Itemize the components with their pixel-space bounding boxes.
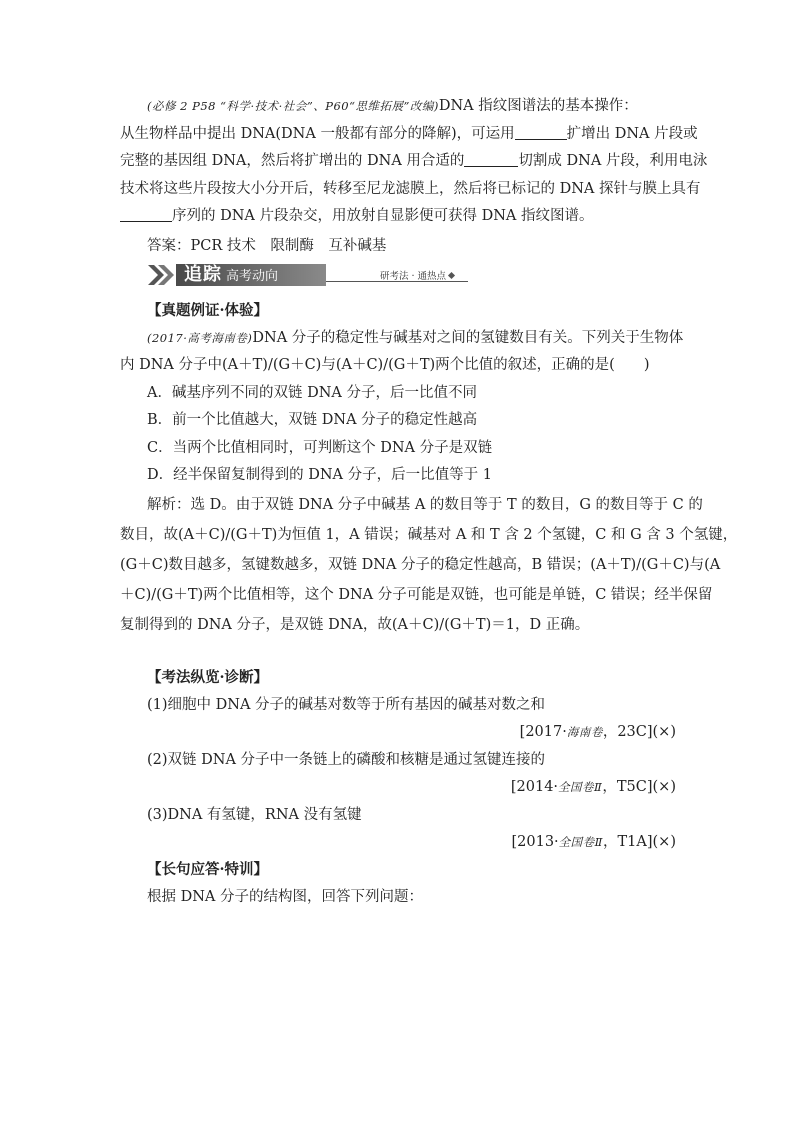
question-line-2: 内 DNA 分子中(A＋T)/(G＋C)与(A＋C)/(G＋T)两个比值的叙述，正确的是( ) <box>120 357 650 373</box>
analysis-line-3: (G＋C)数目越多，氢键数越多，双链 DNA 分子的稳定性越高，B 错误；(A＋T)/(G＋C)与(A <box>120 557 721 573</box>
question-line-1: (2017·高考海南卷)DNA 分子的稳定性与碱基对之间的氢键数目有关。下列关于生物体 <box>147 329 684 346</box>
section-banner <box>146 262 468 288</box>
question-source: (2017·高考海南卷) <box>147 330 253 345</box>
fill-blank-2 <box>464 152 518 167</box>
section-long-answer <box>120 856 676 911</box>
intro-answer: 答案：PCR 技术 限制酶 互补碱基 <box>147 237 387 254</box>
analysis-line-1: 解析：选 D。由于双链 DNA 分子中碱基 A 的数目等于 T 的数目，G 的数目等于 C 的 <box>147 497 703 513</box>
diamond-icon <box>448 272 455 279</box>
analysis-line-5: 复制得到的 DNA 分子，是双链 DNA，故(A＋C)/(G＋T)＝1，D 正确。 <box>120 617 590 633</box>
diagnosis-item-3-source: [2013·全国卷Ⅱ，T1A](×) <box>511 834 676 850</box>
diagnosis-item-1-source: [2017·海南卷，23C](×) <box>519 724 676 740</box>
section-diagnosis <box>120 664 676 857</box>
section-header: 【真题例证·体验】 <box>147 302 269 319</box>
analysis-line-2: 数目，故(A＋C)/(G＋T)为恒值 1，A 错误；碱基对 A 和 T 含 2 个氢键，C 和 G 含 3 个氢键， <box>120 527 738 543</box>
fill-blank-1 <box>515 125 567 140</box>
diagnosis-item-2: (2)双链 DNA 分子中一条链上的磷酸和核糖是通过氢键连接的 <box>147 751 546 768</box>
diagnosis-item-3: (3)DNA 有氢键，RNA 没有氢键 <box>147 806 362 823</box>
intro-line-5: 序列的 DNA 片段杂交，用放射自显影便可获得 DNA 指纹图谱。 <box>120 203 676 231</box>
intro-source: (必修 2 P58 “科学·技术·社会”、P60“思维拓展”改编) <box>147 99 439 113</box>
option-a: A．碱基序列不同的双链 DNA 分子，后一比值不同 <box>147 384 477 401</box>
section-header: 【考法纵览·诊断】 <box>147 669 269 686</box>
diagnosis-item-1: (1)细胞中 DNA 分子的碱基对数等于所有基因的碱基对数之和 <box>147 696 546 713</box>
long-answer-prompt: 根据 DNA 分子的结构图，回答下列问题： <box>147 888 424 905</box>
intro-paragraph <box>120 93 708 260</box>
option-c: C．当两个比值相同时，可判断这个 DNA 分子是双链 <box>147 439 493 456</box>
intro-line-1: (必修 2 P58 “科学·技术·社会”、P60“思维拓展”改编)DNA 指纹图谱法的基本操作： <box>147 98 638 114</box>
analysis-line-4: ＋C)/(G＋T)两个比值相等，这个 DNA 分子可能是双链，也可能是单链，C 错误；经半保留 <box>120 587 713 603</box>
intro-line-3: 完整的基因组 DNA，然后将扩增出的 DNA 用合适的 切割成 DNA 片段，利用电泳 <box>120 153 708 169</box>
banner-tag: 研考法 · 通热点 <box>380 268 454 282</box>
fill-blank-3 <box>120 207 172 222</box>
section-exam-example <box>120 297 684 490</box>
section-header: 【长句应答·特训】 <box>147 861 269 878</box>
option-b: B．前一个比值越大，双链 DNA 分子的稳定性越高 <box>147 412 478 428</box>
analysis-paragraph <box>120 490 738 640</box>
diagnosis-item-2-source: [2014·全国卷Ⅱ，T5C](×) <box>510 779 676 795</box>
banner-title: 追踪 高考动向 <box>184 264 279 285</box>
intro-line-2: 从生物样品中提出 DNA(DNA 一般都有部分的降解)，可运用 扩增出 DNA 片段或 <box>120 125 698 142</box>
intro-line-4: 技术将这些片段按大小分开后，转移至尼龙滤膜上，然后将已标记的 DNA 探针与膜上具有 <box>120 180 701 197</box>
option-d: D．经半保留复制得到的 DNA 分子，后一比值等于 1 <box>147 467 492 483</box>
